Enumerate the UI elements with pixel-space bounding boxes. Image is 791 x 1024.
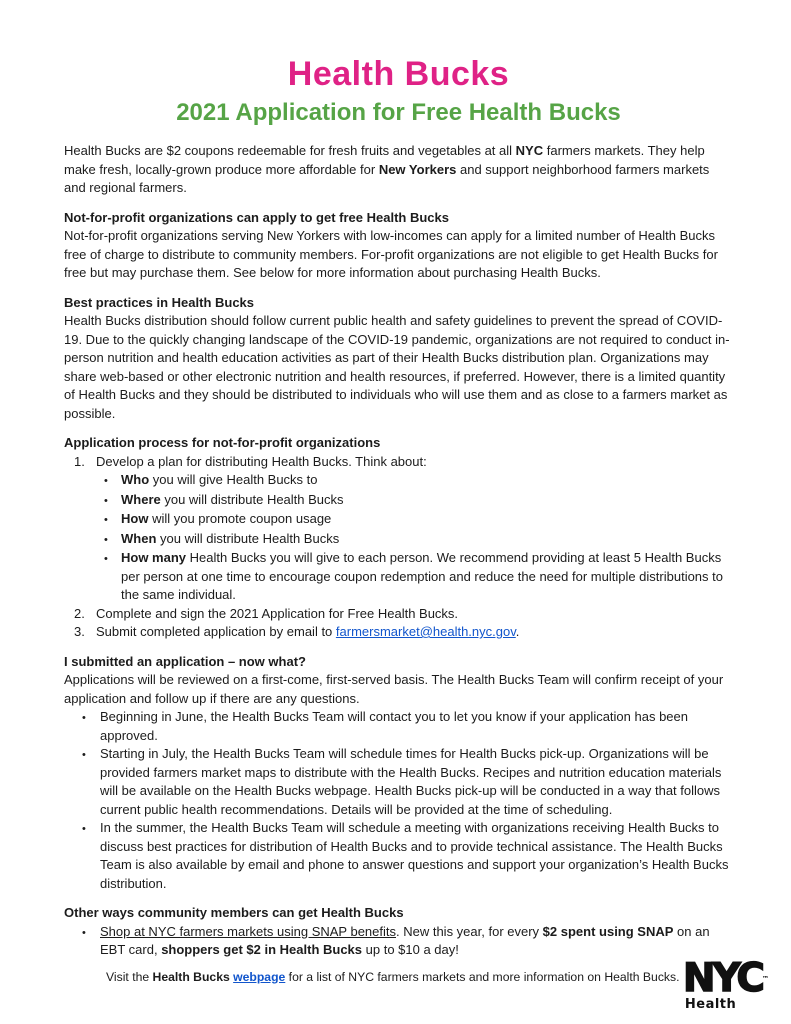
numbered-step-1 bbox=[74, 453, 733, 472]
step-text: Complete and sign the 2021 Application for Free Health Bucks. bbox=[96, 605, 459, 621]
bullet-bold: Where bbox=[121, 491, 161, 507]
list-item-text bbox=[100, 923, 733, 960]
list-item-how-many bbox=[104, 549, 733, 605]
page-title: Health Bucks bbox=[287, 55, 510, 93]
list-item-text: Beginning in June, the Health Bucks Team will contact you to let you know if your application has been approved. bbox=[100, 709, 688, 743]
list-item-text bbox=[121, 491, 733, 510]
list-item-where bbox=[104, 491, 733, 511]
numbered-step-2 bbox=[74, 605, 733, 624]
bullet-icon: • bbox=[104, 533, 108, 546]
section-heading-submitted: I submitted an application – now what? bbox=[64, 653, 306, 669]
intro-paragraph bbox=[64, 142, 733, 198]
trademark-symbol: ™ bbox=[762, 975, 769, 983]
bullet-icon: • bbox=[104, 475, 108, 487]
list-item-june bbox=[82, 708, 733, 745]
bullet-bold: How bbox=[121, 511, 149, 526]
step-number: 3. bbox=[74, 624, 85, 639]
bullet-bold: How many bbox=[121, 550, 187, 565]
bullet-rest: you will distribute Health Bucks bbox=[156, 530, 340, 546]
nyc-letters: NYC bbox=[682, 956, 762, 1001]
intro-bold-nyc: NYC bbox=[515, 143, 544, 158]
section-application-process bbox=[64, 434, 733, 642]
snap-text: on an EBT card, bbox=[100, 923, 710, 957]
list-item-text: In the summer, the Health Bucks Team will schedule a meeting with organizations receiving Health Bucks to discuss best practices for distribution of Health Bucks and to provide technical assistance. The Health Bucks Team is also available by email and phone to answer questions and support your organization’s Health Bucks distribution. bbox=[100, 820, 729, 891]
nyc-logo-text bbox=[682, 956, 769, 1001]
section-heading-application-process: Application process for not-for-profit organizations bbox=[64, 435, 381, 450]
snap-underlined-text: Shop at NYC farmers markets using SNAP benefits bbox=[100, 923, 396, 939]
footer-note bbox=[106, 969, 733, 985]
step-text-tail: . bbox=[515, 624, 520, 639]
bullet-icon: • bbox=[104, 514, 108, 526]
email-link[interactable]: farmersmarket@health.nyc.gov bbox=[335, 624, 516, 639]
snap-bold: shoppers get $2 in Health Bucks bbox=[161, 942, 363, 957]
bullet-icon: • bbox=[82, 926, 86, 939]
section-heading-best-practices: Best practices in Health Bucks bbox=[64, 294, 255, 310]
bullet-bold: When bbox=[121, 530, 157, 546]
step-text-lead: Submit completed application by email to bbox=[96, 624, 336, 639]
section-other-ways bbox=[64, 904, 733, 960]
list-item-text bbox=[121, 510, 733, 529]
section-body-not-for-profit: Not-for-profit organizations serving New Yorkers with low-incomes can apply for a limited number of Health Bucks free of charge to distribute to community members. For-profit organizations are not eligible to get Health Bucks for free but may purchase them. See below for more information about purchasing Health Bucks. bbox=[64, 228, 718, 280]
bullet-bold: Who bbox=[121, 472, 150, 487]
section-heading-not-for-profit: Not-for-profit organizations can apply to get free Health Bucks bbox=[64, 209, 449, 225]
webpage-link[interactable]: webpage bbox=[233, 969, 286, 984]
snap-text: . New this year, for every bbox=[396, 923, 543, 939]
page-subtitle: 2021 Application for Free Health Bucks bbox=[176, 99, 621, 126]
step-number: 1. bbox=[74, 453, 85, 469]
bullet-rest: you will distribute Health Bucks bbox=[160, 491, 344, 507]
snap-bold: $2 spent using SNAP bbox=[542, 923, 674, 939]
intro-text: Health Bucks are $2 coupons redeemable for fresh fruits and vegetables at all bbox=[64, 143, 516, 158]
section-heading-other-ways: Other ways community members can get Health Bucks bbox=[64, 905, 404, 920]
bullet-rest: you will give Health Bucks to bbox=[149, 472, 318, 487]
step-text: Develop a plan for distributing Health Bucks. Think about: bbox=[96, 453, 427, 469]
snap-text: up to $10 a day! bbox=[362, 942, 459, 957]
list-item-text bbox=[121, 530, 733, 549]
intro-text: farmers markets. They help make fresh, locally-grown produce more affordable for bbox=[64, 143, 705, 177]
section-not-for-profit bbox=[64, 209, 733, 283]
intro-text: and support neighborhood farmers markets and regional farmers. bbox=[64, 161, 710, 195]
list-item-when bbox=[104, 530, 733, 550]
bullet-icon: • bbox=[82, 712, 86, 724]
step-number: 2. bbox=[74, 605, 85, 621]
step-text bbox=[96, 623, 733, 642]
bullet-icon: • bbox=[104, 553, 108, 565]
list-item-snap bbox=[82, 923, 733, 960]
footer-bold: Health Bucks bbox=[152, 969, 230, 984]
list-item-text bbox=[121, 549, 733, 605]
nyc-health-logo bbox=[682, 956, 769, 1012]
intro-bold-new-yorkers: New Yorkers bbox=[378, 161, 457, 177]
bullet-rest: will you promote coupon usage bbox=[148, 511, 332, 526]
bullet-icon: • bbox=[104, 494, 108, 507]
footer-text: Visit the bbox=[106, 969, 153, 984]
numbered-step-3 bbox=[74, 623, 733, 642]
section-best-practices bbox=[64, 294, 733, 424]
list-item-summer bbox=[82, 819, 733, 893]
list-item-who bbox=[104, 471, 733, 491]
section-body-submitted: Applications will be reviewed on a first-come, first-served basis. The Health Bucks Team will confirm receipt of your application and follow up if there are any questions. bbox=[64, 672, 724, 706]
list-item-text: Starting in July, the Health Bucks Team will schedule times for Health Bucks pick-up. Organizations will be provided farmers market maps to distribute with the Health Bucks. Recipes and nutrition education materials will be available on the Health Bucks webpage. Health Bucks pick-up will be conducted in a way that follows current public health recommendations. Details will be provided at the time of scheduling. bbox=[100, 746, 722, 817]
section-body-best-practices: Health Bucks distribution should follow current public health and safety guidelines to prevent the spread of COVID-19. Due to the quickly changing landscape of the COVID-19 pandemic, organizations are not required to conduct in-person nutrition and health education activities as part of their Health Bucks distribution plan. Organizations may share web-based or other electronic nutrition and health resources, if preferred. However, there is a limited quantity of Health Bucks and they should be distributed to individuals who will use them and as close to a farmers market as possible. bbox=[64, 313, 730, 421]
list-item-july bbox=[82, 745, 733, 819]
list-item-text bbox=[121, 471, 733, 490]
bullet-icon: • bbox=[82, 823, 86, 835]
footer-text: for a list of NYC farmers markets and more information on Health Bucks. bbox=[285, 969, 680, 984]
nyc-logo-health-text: Health bbox=[684, 997, 737, 1012]
section-submitted bbox=[64, 653, 733, 894]
list-item-how bbox=[104, 510, 733, 530]
bullet-icon: • bbox=[82, 749, 86, 761]
bullet-rest: Health Bucks you will give to each person. We recommend providing at least 5 Health Bucks per person at one time to encourage coupon redemption and reduce the need for multiple distributions to the same individual. bbox=[121, 550, 723, 602]
